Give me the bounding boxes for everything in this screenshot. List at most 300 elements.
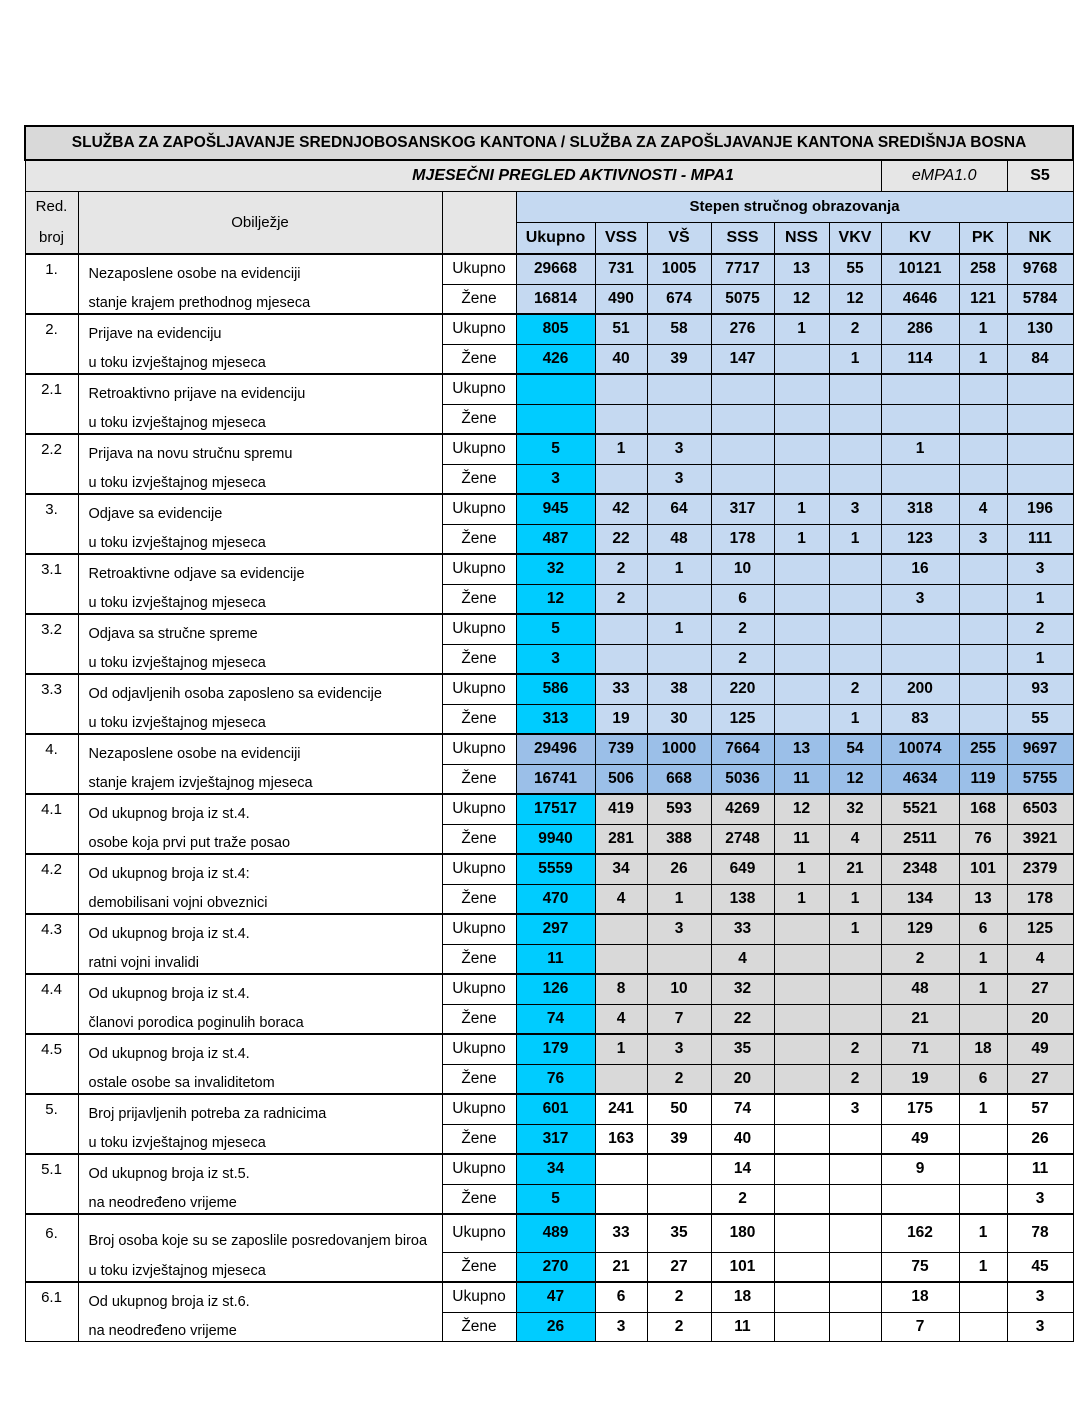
table-row [25,704,1073,734]
row-number: 2.1 [25,374,78,404]
value-cell: 5 [516,434,595,464]
value-cell: 3 [959,524,1007,554]
value-cell [881,644,959,674]
value-cell: 10074 [881,734,959,764]
value-cell [829,1312,881,1342]
value-cell: 35 [711,1034,774,1064]
row-sublabel: stanje krajem prethodnog mjeseca [78,284,442,314]
row-number: 3.1 [25,554,78,584]
value-cell [711,434,774,464]
value-cell [959,1312,1007,1342]
value-cell: 3 [595,1312,647,1342]
row-sublabel: u toku izvještajnog mjeseca [78,404,442,434]
value-cell: 10121 [881,254,959,284]
value-cell [516,404,595,434]
value-cell [829,434,881,464]
value-cell: 129 [881,914,959,944]
value-cell [829,614,881,644]
value-cell: 3 [881,584,959,614]
value-cell: 12 [829,284,881,314]
value-cell: 1 [959,944,1007,974]
value-cell [774,1312,829,1342]
table-row [25,254,1073,284]
value-cell: 123 [881,524,959,554]
value-cell: 668 [647,764,711,794]
value-cell [959,584,1007,614]
row-sublabel: u toku izvještajnog mjeseca [78,1124,442,1154]
value-cell: 51 [595,314,647,344]
value-cell: 11 [516,944,595,974]
value-cell: 5075 [711,284,774,314]
row-sublabel: na neodređeno vrijeme [78,1312,442,1342]
row-number [25,1252,78,1282]
row-number: 4.5 [25,1034,78,1064]
value-cell: 4 [829,824,881,854]
table-row [25,1184,1073,1214]
value-cell: 18 [881,1282,959,1312]
value-cell: 9697 [1007,734,1073,764]
value-cell: 1 [647,554,711,584]
value-cell: 7 [647,1004,711,1034]
value-cell [774,1252,829,1282]
value-cell: 40 [711,1124,774,1154]
value-cell: 487 [516,524,595,554]
row-type: Žene [442,584,516,614]
row-label: Odjave sa evidencije [78,494,442,524]
value-cell: 14 [711,1154,774,1184]
value-cell: 4 [595,1004,647,1034]
row-type: Ukupno [442,434,516,464]
value-cell: 506 [595,764,647,794]
value-cell: 13 [959,884,1007,914]
value-cell [774,584,829,614]
value-cell [959,1184,1007,1214]
value-cell [595,404,647,434]
value-cell: 2511 [881,824,959,854]
value-cell: 2 [829,674,881,704]
value-cell [829,1184,881,1214]
row-type: Žene [442,644,516,674]
value-cell: 6503 [1007,794,1073,824]
value-cell: 35 [647,1214,711,1252]
row-sublabel: u toku izvještajnog mjeseca [78,1252,442,1282]
value-cell: 55 [829,254,881,284]
value-cell: 125 [1007,914,1073,944]
value-cell [959,1124,1007,1154]
value-cell: 1 [774,494,829,524]
value-cell: 1 [959,1214,1007,1252]
table-row [25,1004,1073,1034]
value-cell: 3 [1007,1184,1073,1214]
value-cell [959,704,1007,734]
value-cell: 6 [711,584,774,614]
value-cell: 5755 [1007,764,1073,794]
row-type: Ukupno [442,1094,516,1124]
value-cell: 1 [959,344,1007,374]
value-cell [829,554,881,584]
value-cell: 32 [711,974,774,1004]
table-row [25,884,1073,914]
row-sublabel: u toku izvještajnog mjeseca [78,524,442,554]
value-cell [711,404,774,434]
value-cell: 125 [711,704,774,734]
value-cell: 6 [959,914,1007,944]
value-cell: 1 [774,524,829,554]
row-number: 4.4 [25,974,78,1004]
table-row [25,554,1073,584]
value-cell [774,614,829,644]
row-type: Žene [442,1312,516,1342]
row-number [25,524,78,554]
value-cell: 6 [959,1064,1007,1094]
value-cell: 178 [1007,884,1073,914]
value-cell: 9940 [516,824,595,854]
row-sublabel: članovi porodica poginulih boraca [78,1004,442,1034]
row-number: 6.1 [25,1282,78,1312]
column-header-5: VKV [829,223,881,255]
table-row [25,1034,1073,1064]
value-cell: 1 [1007,584,1073,614]
value-cell: 258 [959,254,1007,284]
value-cell: 1 [959,974,1007,1004]
value-cell: 16814 [516,284,595,314]
form-version: eMPA1.0 [881,160,1007,192]
value-cell: 318 [881,494,959,524]
row-number [25,1312,78,1342]
row-number: 4.3 [25,914,78,944]
row-type: Ukupno [442,674,516,704]
value-cell: 3 [829,494,881,524]
value-cell: 78 [1007,1214,1073,1252]
value-cell: 196 [1007,494,1073,524]
value-cell: 45 [1007,1252,1073,1282]
value-cell [959,674,1007,704]
value-cell: 12 [516,584,595,614]
row-number: 4. [25,734,78,764]
value-cell: 2 [595,554,647,584]
value-cell: 601 [516,1094,595,1124]
row-type: Ukupno [442,494,516,524]
table-row [25,944,1073,974]
value-cell: 11 [774,824,829,854]
value-cell: 47 [516,1282,595,1312]
value-cell: 1 [829,914,881,944]
value-cell: 134 [881,884,959,914]
value-cell: 39 [647,344,711,374]
value-cell [774,704,829,734]
value-cell [595,1184,647,1214]
table-row [25,1094,1073,1124]
row-number: 4.2 [25,854,78,884]
value-cell: 7717 [711,254,774,284]
value-cell [647,1154,711,1184]
row-label: Prijava na novu stručnu spremu [78,434,442,464]
table-row [25,1124,1073,1154]
value-cell: 9 [881,1154,959,1184]
value-cell: 3 [647,464,711,494]
row-sublabel: u toku izvještajnog mjeseca [78,344,442,374]
value-cell: 270 [516,1252,595,1282]
value-cell: 649 [711,854,774,884]
value-cell: 805 [516,314,595,344]
table-row [25,584,1073,614]
value-cell [1007,464,1073,494]
value-cell: 1005 [647,254,711,284]
value-cell [829,1282,881,1312]
table-row [25,1154,1073,1184]
value-cell [595,464,647,494]
value-cell: 101 [959,854,1007,884]
value-cell: 388 [647,824,711,854]
value-cell [959,1282,1007,1312]
value-cell: 490 [595,284,647,314]
table-row [25,314,1073,344]
value-cell: 3 [647,434,711,464]
value-cell [774,644,829,674]
value-cell [711,464,774,494]
value-cell: 34 [595,854,647,884]
value-cell: 26 [647,854,711,884]
row-number [25,1184,78,1214]
value-cell: 470 [516,884,595,914]
value-cell [774,1034,829,1064]
value-cell: 111 [1007,524,1073,554]
value-cell: 419 [595,794,647,824]
value-cell [595,1064,647,1094]
value-cell: 57 [1007,1094,1073,1124]
row-number [25,284,78,314]
table-row [25,674,1073,704]
row-sublabel: stanje krajem izvještajnog mjeseca [78,764,442,794]
value-cell: 114 [881,344,959,374]
row-type: Žene [442,824,516,854]
row-label: Od ukupnog broja iz st.4. [78,1034,442,1064]
value-cell: 126 [516,974,595,1004]
row-sublabel: u toku izvještajnog mjeseca [78,644,442,674]
value-cell: 3 [647,914,711,944]
value-cell [829,374,881,404]
value-cell: 33 [711,914,774,944]
header-obiljezje: Obilježje [78,192,442,255]
value-cell [1007,374,1073,404]
table-row [25,1252,1073,1282]
value-cell: 200 [881,674,959,704]
value-cell [595,944,647,974]
value-cell: 3 [1007,1282,1073,1312]
value-cell: 286 [881,314,959,344]
row-sublabel: osobe koja prvi put traže posao [78,824,442,854]
value-cell: 1 [595,434,647,464]
value-cell: 241 [595,1094,647,1124]
row-type: Ukupno [442,1282,516,1312]
row-label: Broj osoba koje su se zaposlile posredovanjem biroa [78,1214,442,1252]
row-type: Žene [442,464,516,494]
row-number: 3.2 [25,614,78,644]
value-cell [595,1154,647,1184]
value-cell: 39 [647,1124,711,1154]
value-cell [774,1214,829,1252]
value-cell: 10 [647,974,711,1004]
value-cell [647,944,711,974]
value-cell: 20 [711,1064,774,1094]
value-cell: 4 [711,944,774,974]
value-cell: 163 [595,1124,647,1154]
value-cell: 101 [711,1252,774,1282]
row-number [25,404,78,434]
value-cell: 2 [647,1282,711,1312]
value-cell: 55 [1007,704,1073,734]
row-number [25,704,78,734]
row-type: Žene [442,344,516,374]
value-cell [829,584,881,614]
row-type: Žene [442,404,516,434]
value-cell: 29668 [516,254,595,284]
value-cell: 5521 [881,794,959,824]
value-cell: 178 [711,524,774,554]
value-cell [595,644,647,674]
value-cell: 3 [1007,1312,1073,1342]
row-type: Žene [442,524,516,554]
value-cell [959,614,1007,644]
value-cell: 26 [516,1312,595,1342]
value-cell: 168 [959,794,1007,824]
value-cell: 16 [881,554,959,584]
value-cell [959,644,1007,674]
value-cell: 313 [516,704,595,734]
column-header-2: VŠ [647,223,711,255]
value-cell: 1 [829,344,881,374]
value-cell: 19 [881,1064,959,1094]
row-number: 1. [25,254,78,284]
table-row [25,1312,1073,1342]
value-cell: 6 [595,1282,647,1312]
value-cell: 84 [1007,344,1073,374]
row-label: Od ukupnog broja iz st.4. [78,914,442,944]
column-header-8: NK [1007,223,1073,255]
value-cell [774,464,829,494]
value-cell: 2 [829,1064,881,1094]
row-label: Prijave na evidenciju [78,314,442,344]
table-row [25,734,1073,764]
value-cell: 3 [647,1034,711,1064]
row-label: Od ukupnog broja iz st.4. [78,974,442,1004]
column-header-3: SSS [711,223,774,255]
table-row [25,404,1073,434]
value-cell: 3 [829,1094,881,1124]
value-cell [647,584,711,614]
column-header-1: VSS [595,223,647,255]
row-number: 5.1 [25,1154,78,1184]
row-number [25,644,78,674]
value-cell: 48 [881,974,959,1004]
value-cell: 1 [959,1094,1007,1124]
value-cell [959,1154,1007,1184]
value-cell: 9768 [1007,254,1073,284]
value-cell: 27 [647,1252,711,1282]
value-cell: 2748 [711,824,774,854]
value-cell: 5784 [1007,284,1073,314]
value-cell [1007,434,1073,464]
value-cell [829,1154,881,1184]
row-type: Ukupno [442,854,516,884]
row-type: Ukupno [442,554,516,584]
row-type: Ukupno [442,1154,516,1184]
value-cell [881,374,959,404]
row-number: 3.3 [25,674,78,704]
table-row [25,644,1073,674]
value-cell: 71 [881,1034,959,1064]
value-cell: 1 [774,854,829,884]
value-cell: 48 [647,524,711,554]
value-cell: 12 [774,794,829,824]
row-number: 5. [25,1094,78,1124]
value-cell: 1 [959,314,1007,344]
value-cell: 12 [829,764,881,794]
row-number [25,344,78,374]
value-cell [959,374,1007,404]
value-cell: 2 [711,614,774,644]
value-cell: 54 [829,734,881,764]
row-label: Od ukupnog broja iz st.5. [78,1154,442,1184]
row-number [25,1004,78,1034]
value-cell: 147 [711,344,774,374]
value-cell: 58 [647,314,711,344]
value-cell: 4 [595,884,647,914]
value-cell: 276 [711,314,774,344]
table-row [25,524,1073,554]
value-cell [959,464,1007,494]
table-row [25,434,1073,464]
column-header-7: PK [959,223,1007,255]
table-row [25,794,1073,824]
value-cell: 76 [959,824,1007,854]
value-cell [881,614,959,644]
row-label: Nezaposlene osobe na evidenciji [78,254,442,284]
value-cell [774,914,829,944]
value-cell: 93 [1007,674,1073,704]
value-cell: 255 [959,734,1007,764]
value-cell: 42 [595,494,647,524]
value-cell [774,1154,829,1184]
table-row [25,854,1073,884]
value-cell: 76 [516,1064,595,1094]
value-cell: 426 [516,344,595,374]
value-cell: 33 [595,1214,647,1252]
header-red-broj-2: broj [25,223,78,255]
row-type: Žene [442,704,516,734]
row-label: Nezaposlene osobe na evidenciji [78,734,442,764]
value-cell [711,374,774,404]
value-cell [774,344,829,374]
value-cell: 49 [1007,1034,1073,1064]
row-type: Ukupno [442,974,516,1004]
row-label: Od ukupnog broja iz st.4. [78,794,442,824]
header-type-blank [442,192,516,255]
column-header-6: KV [881,223,959,255]
table-row [25,764,1073,794]
value-cell: 4 [959,494,1007,524]
form-code: S5 [1007,160,1073,192]
row-type: Ukupno [442,794,516,824]
value-cell: 20 [1007,1004,1073,1034]
value-cell: 1000 [647,734,711,764]
row-type: Žene [442,1124,516,1154]
value-cell: 22 [595,524,647,554]
row-sublabel: na neodređeno vrijeme [78,1184,442,1214]
value-cell: 1 [829,704,881,734]
value-cell: 1 [774,884,829,914]
value-cell: 21 [595,1252,647,1282]
